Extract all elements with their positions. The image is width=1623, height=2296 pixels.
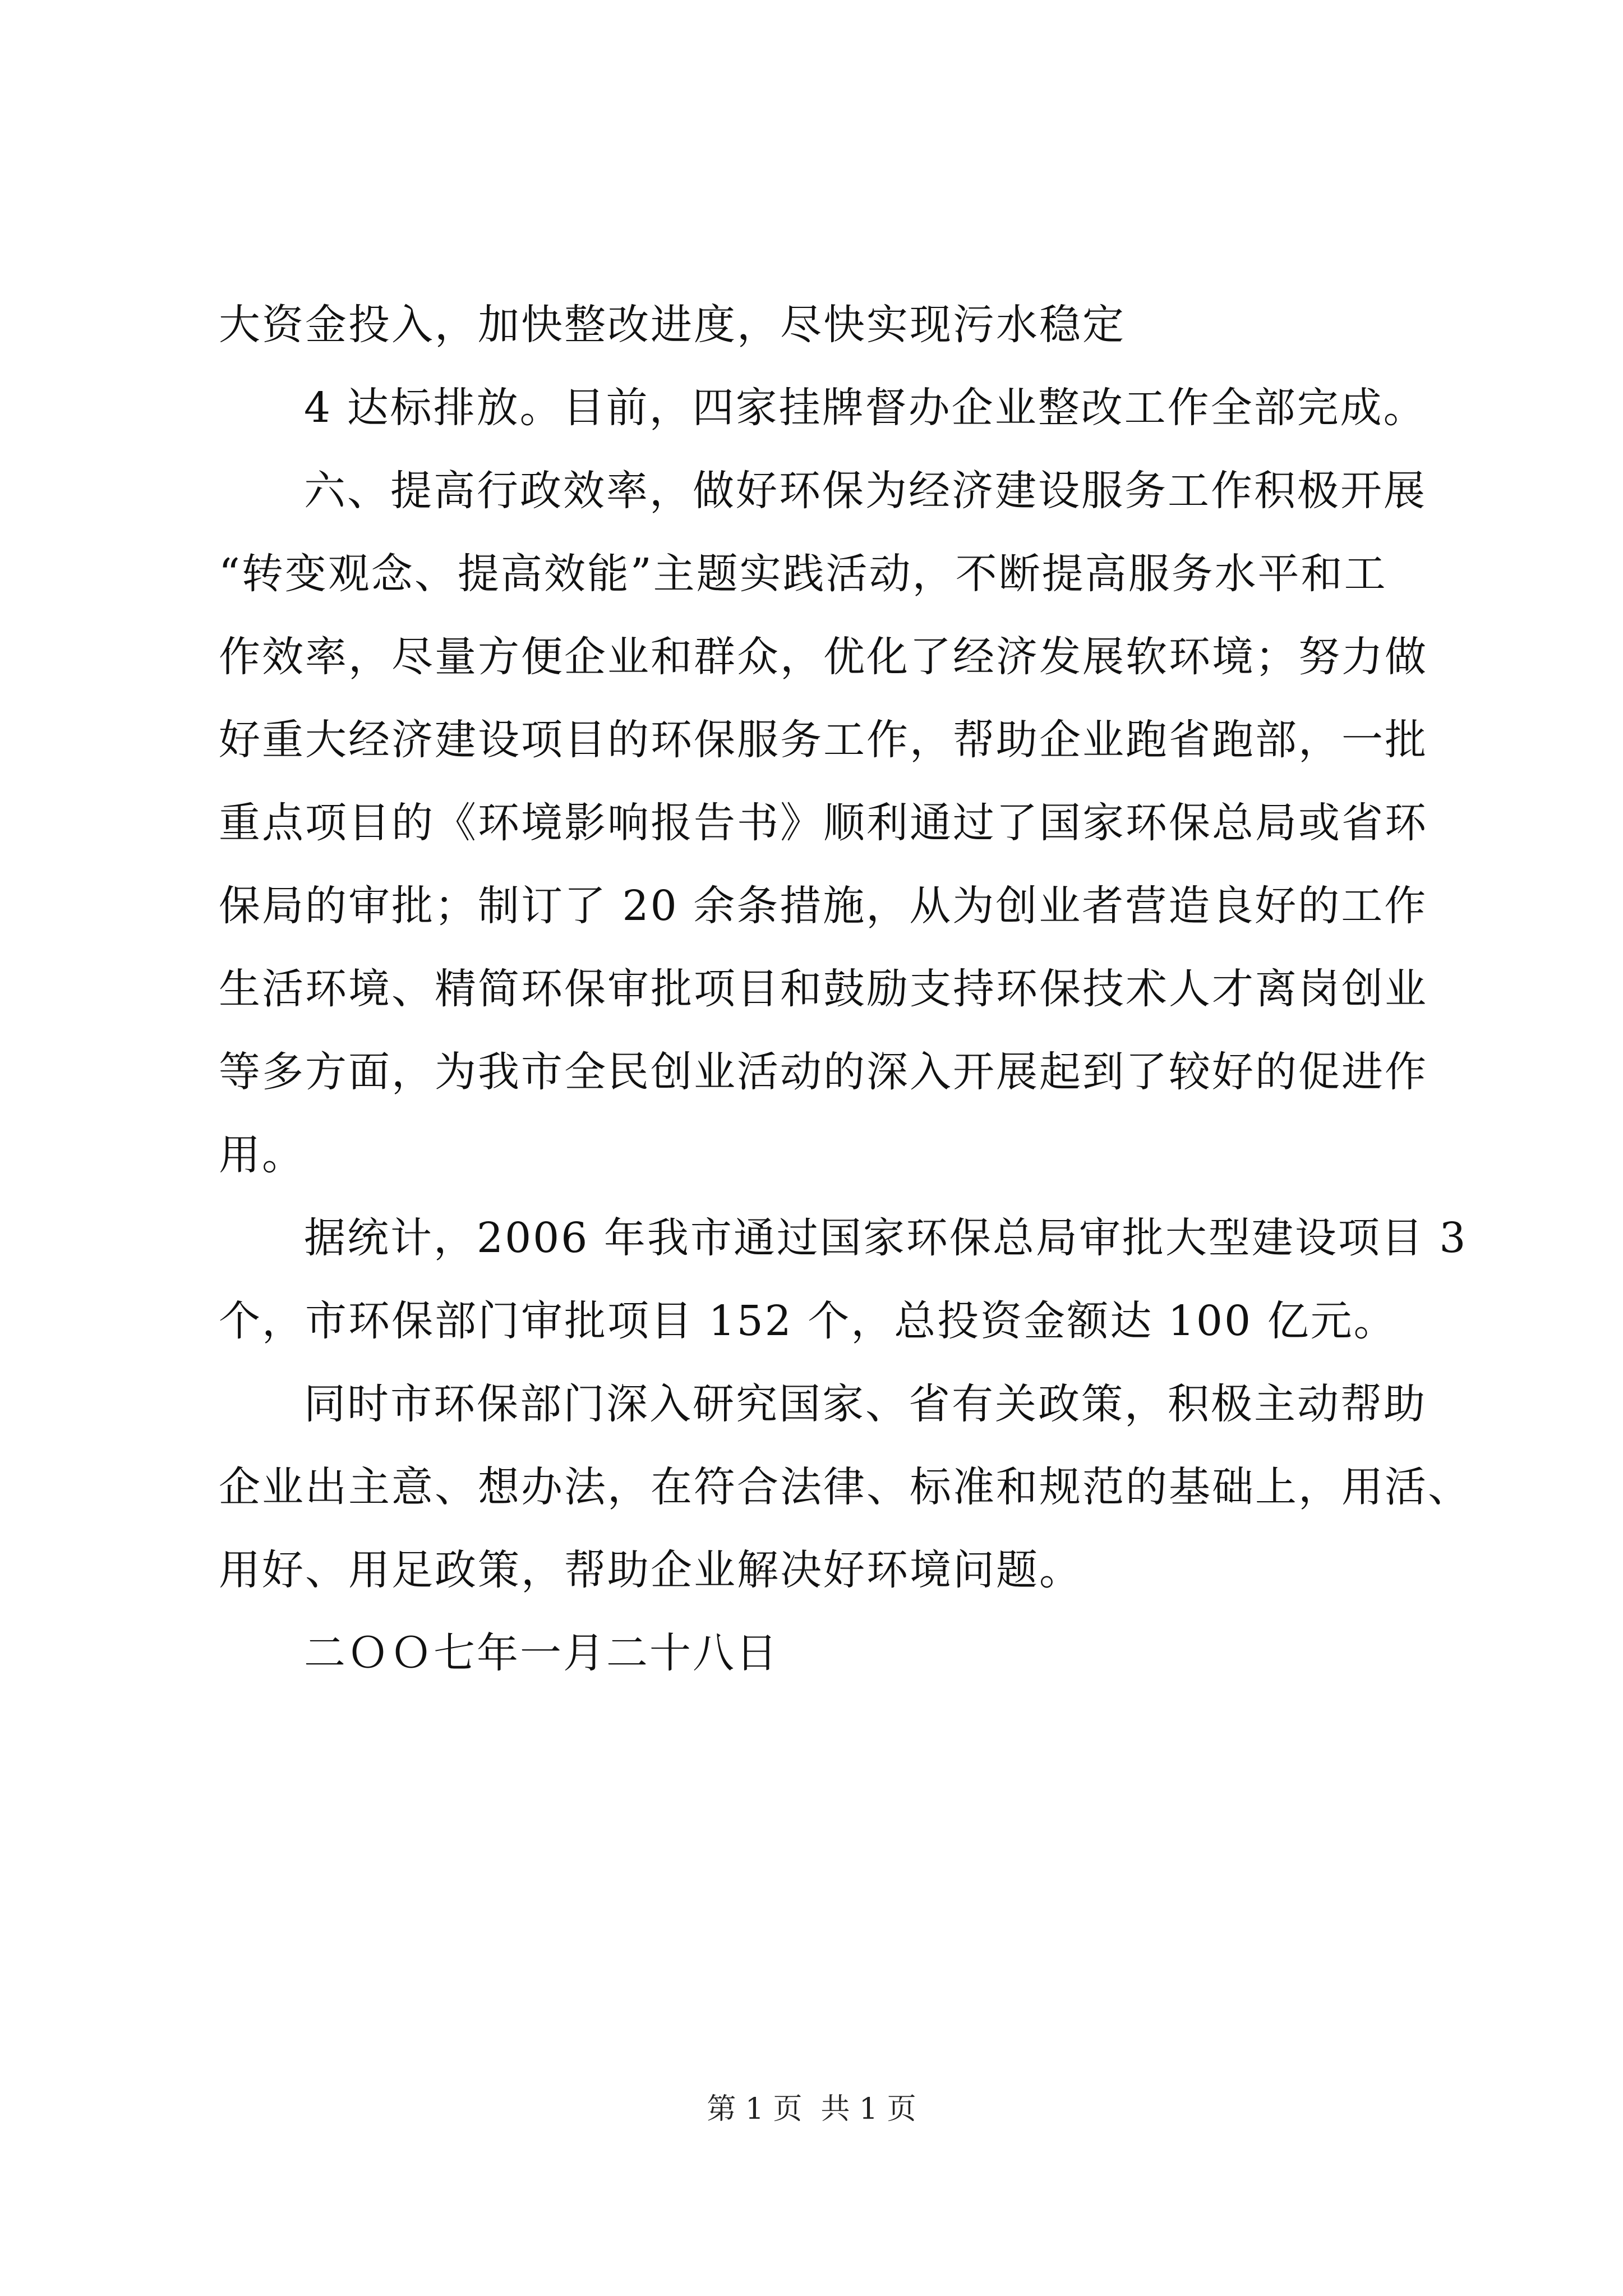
text-line: 同时市环保部门深入研究国家、省有关政策，积极主动帮助 bbox=[304, 1380, 1427, 1428]
text-line: 保局的审批；制订了 20 余条措施，从为创业者营造良好的工作 bbox=[219, 882, 1428, 930]
text-line: 大资金投入，加快整改进度，尽快实现污水稳定 bbox=[219, 301, 1126, 349]
text-line: 生活环境、精简环保审批项目和鼓励支持环保技术人才离岗创业 bbox=[219, 965, 1428, 1013]
text-line: 好重大经济建设项目的环保服务工作，帮助企业跑省跑部，一批 bbox=[219, 716, 1428, 764]
text-line: 4 达标排放。目前，四家挂牌督办企业整改工作全部完成。 bbox=[304, 384, 1427, 432]
page-footer: 第 1 页 共 1 页 bbox=[707, 2092, 916, 2126]
text-line: 作效率，尽量方便企业和群众，优化了经济发展软环境；努力做 bbox=[219, 633, 1428, 681]
document-body bbox=[219, 283, 1471, 1695]
text-line: 企业出主意、想办法，在符合法律、标准和规范的基础上，用活、 bbox=[219, 1463, 1471, 1511]
text-line: 等多方面，为我市全民创业活动的深入开展起到了较好的促进作 bbox=[219, 1048, 1428, 1096]
document-date: 二ＯＯ七年一月二十八日 bbox=[304, 1629, 779, 1677]
text-line: “转变观念、提高效能”主题实践活动，不断提高服务水平和工 bbox=[219, 550, 1387, 598]
text-line: 用好、用足政策，帮助企业解决好环境问题。 bbox=[219, 1546, 1082, 1594]
text-line: 据统计，2006 年我市通过国家环保总局审批大型建设项目 3 bbox=[304, 1214, 1468, 1262]
text-line: 重点项目的《环境影响报告书》顺利通过了国家环保总局或省环 bbox=[219, 799, 1428, 847]
text-line: 用。 bbox=[219, 1131, 305, 1179]
text-line: 个，市环保部门审批项目 152 个，总投资金额达 100 亿元。 bbox=[219, 1297, 1397, 1345]
paragraph-heading: 六、提高行政效率，做好环保为经济建设服务工作积极开展 bbox=[304, 467, 1427, 515]
